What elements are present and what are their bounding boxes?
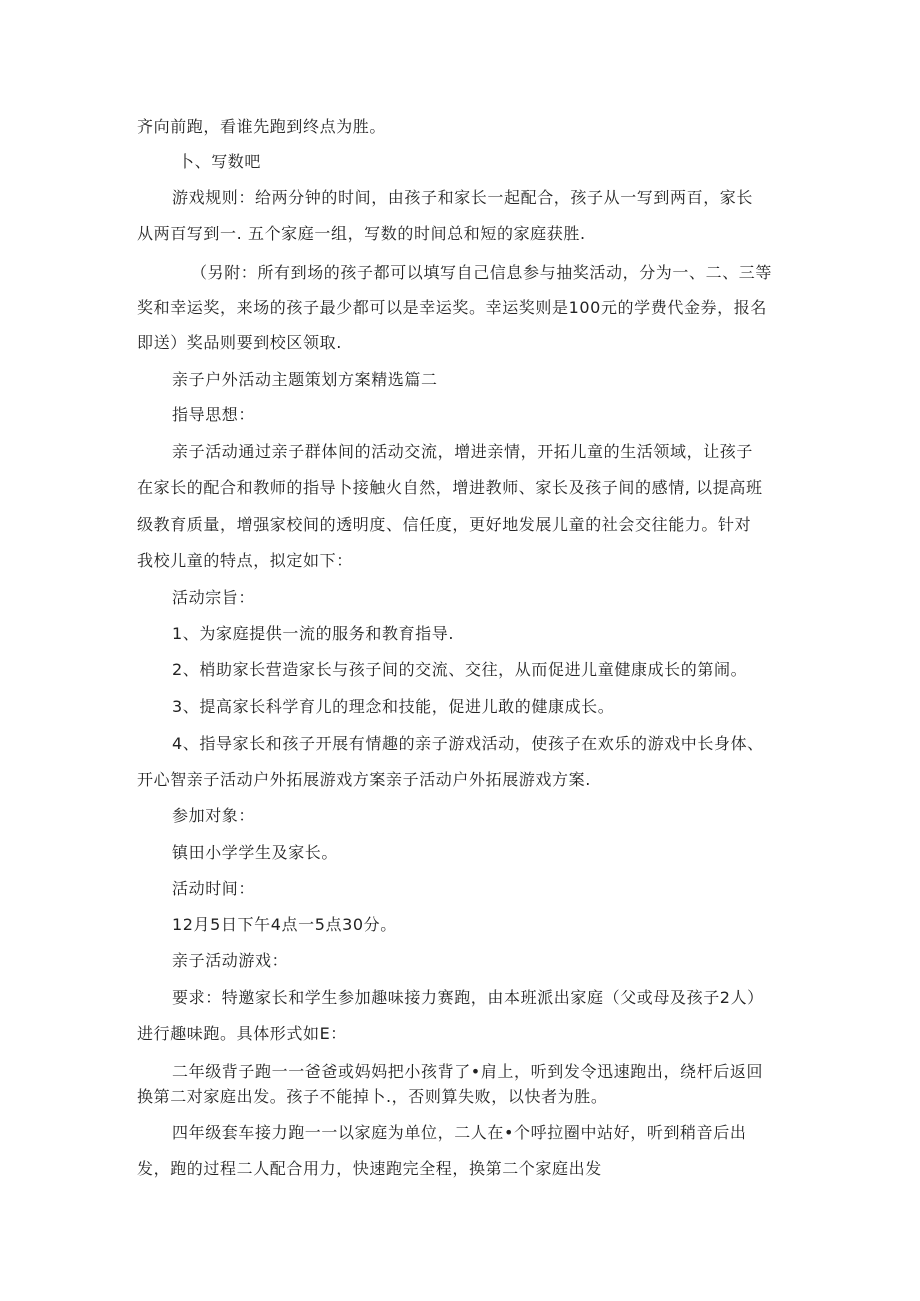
text-line: 奖和幸运奖，来场的孩子最少都可以是幸运奖。幸运奖则是100元的学费代金券，报名 xyxy=(137,298,767,317)
text-line: 齐向前跑，看谁先跑到终点为胜。 xyxy=(137,117,387,136)
section-heading: 亲子活动游戏： xyxy=(172,951,289,970)
text-line: 亲子活动通过亲子群体间的活动交流，增进亲情，开拓儿童的生活领域，让孩子 xyxy=(172,442,754,461)
text-line: 我校儿童的特点，拟定如下： xyxy=(137,551,353,570)
text-line: 换第二对家庭出发。孩子不能掉卜.，否则算失败，以快者为胜。 xyxy=(137,1087,608,1106)
section-heading: 活动宗旨： xyxy=(172,588,256,607)
list-item: 3、提高家长科学育儿的理念和技能，促进儿敢的健康成长。 xyxy=(172,697,615,716)
text-line: 要求：特邀家长和学生参加趣味接力赛跑，由本班派出家庭（父或母及孩子2人） xyxy=(172,988,764,1007)
text-line: 镇田小学学生及家长。 xyxy=(172,843,339,862)
text-line: 二年级背子跑一一爸爸或妈妈把小孩背了•肩上，听到发令迅速跑出，绕杆后返回 xyxy=(172,1062,764,1081)
section-heading: 参加对象： xyxy=(172,806,256,825)
text-line: 即送）奖品则要到校区领取. xyxy=(137,333,342,352)
text-line: 游戏规则：给两分钟的时间，由孩子和家长一起配合，孩子从一写到两百，家长 xyxy=(172,188,754,207)
text-line: 从两百写到一. 五个家庭一组，写数的时间总和短的家庭获胜. xyxy=(137,224,586,243)
text-line: 发，跑的过程二人配合用力，快速跑完全程，换第二个家庭出发 xyxy=(137,1159,602,1178)
text-line: 开心智亲子活动户外拓展游戏方案亲子活动户外拓展游戏方案. xyxy=(137,770,591,789)
text-line: 级教育质量，增强家校间的透明度、信任度，更好地发展儿童的社会交往能力。针对 xyxy=(137,515,752,534)
text-line: （另附：所有到场的孩子都可以填写自己信息参与抽奖活动，分为一、二、三等 xyxy=(191,263,773,282)
text-line: 进行趣味跑。具体形式如E： xyxy=(137,1024,347,1043)
section-heading: 指导思想： xyxy=(172,405,256,424)
text-line: 在家长的配合和教师的指导卜接触火自然，增进教师、家长及孩子间的感情, 以提高班 xyxy=(137,478,763,497)
list-item: 4、指导家长和孩子开展有情趣的亲子游戏活动，使孩子在欢乐的游戏中长身体、 xyxy=(172,734,764,753)
section-heading: 卜、写数吧 xyxy=(178,152,262,171)
text-line: 四年级套车接力跑一一以家庭为单位，二人在•个呼拉圈中站好，听到稍音后出 xyxy=(172,1123,747,1142)
list-item: 1、为家庭提供一流的服务和教育指导. xyxy=(172,624,455,643)
section-heading: 活动时间： xyxy=(172,879,256,898)
text-line: 12月5日下午4点一5点30分。 xyxy=(172,915,397,934)
list-item: 2、梢助家长营造家长与孩子间的交流、交往，从而促进儿童健康成长的第闹。 xyxy=(172,660,748,679)
section-heading: 亲子户外活动主题策划方案精选篇二 xyxy=(172,370,438,389)
